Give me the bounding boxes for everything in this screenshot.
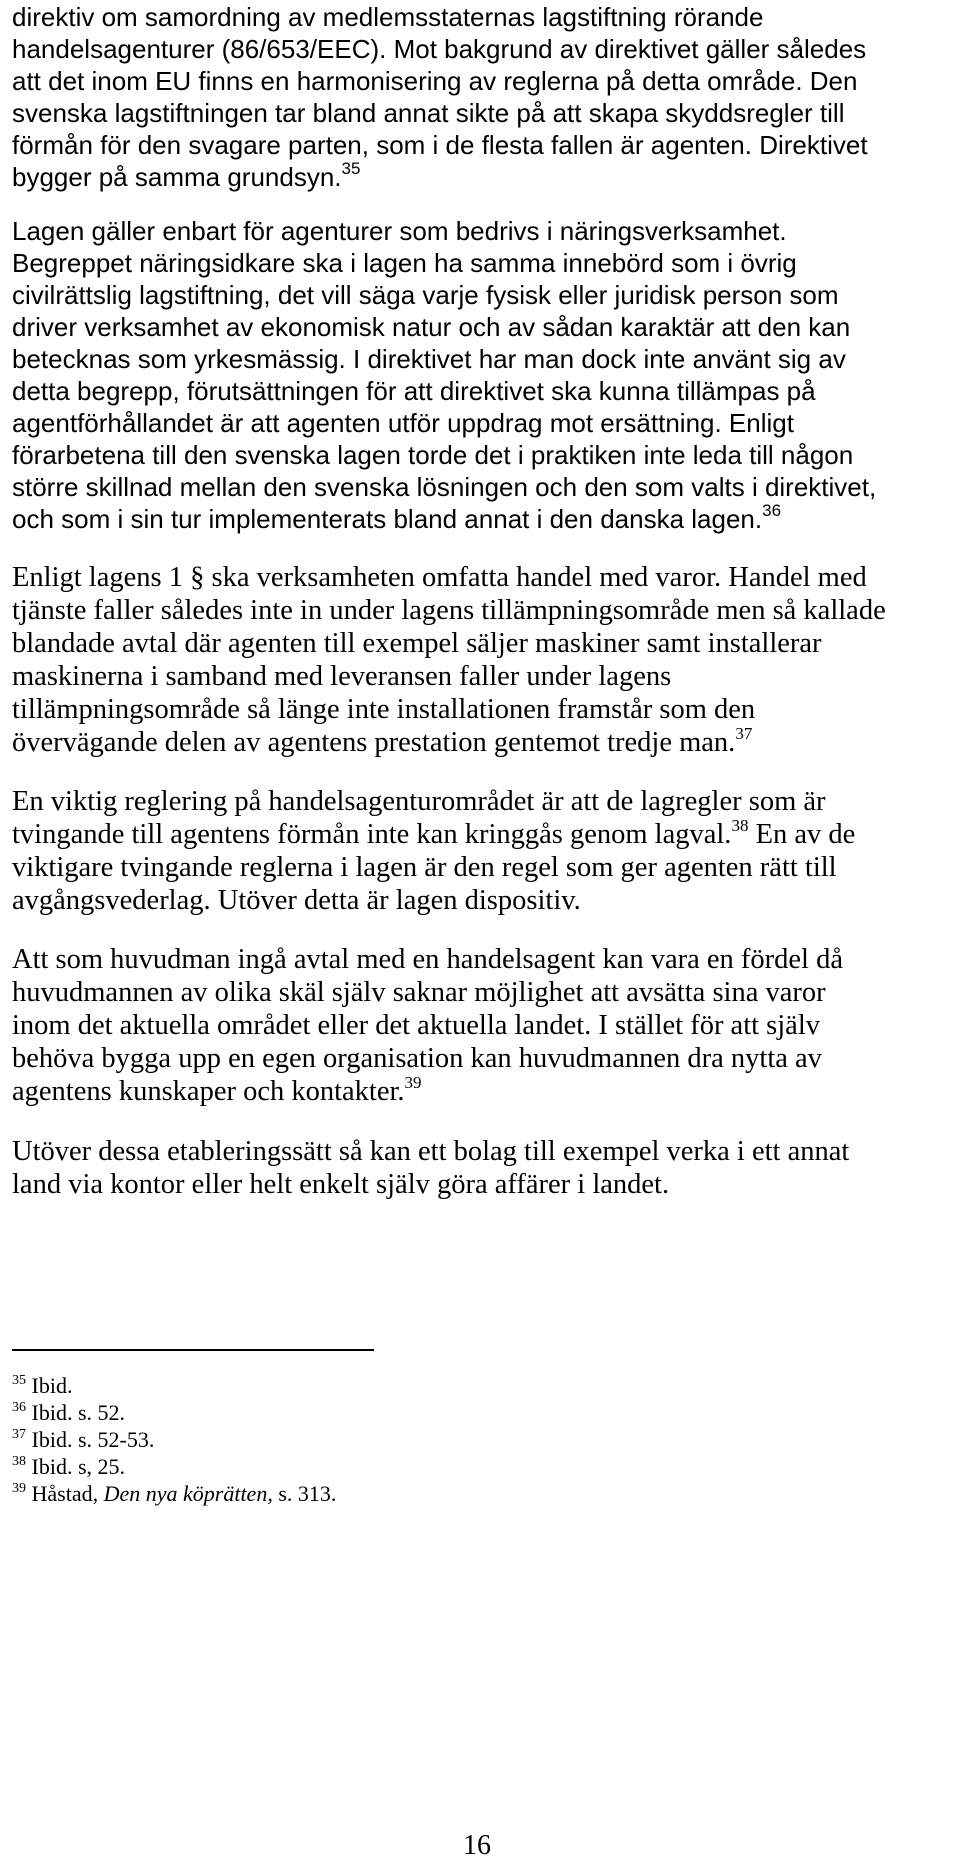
text-line: agentförhållandet är att agenten utför uppdrag mot ersättning. Enligt <box>12 408 794 438</box>
text-line: tjänste faller således inte in under lagens tillämpningsområde men så kallade <box>12 595 886 626</box>
text-line: viktigare tvingande reglerna i lagen är den regel som ger agenten rätt till <box>12 852 837 883</box>
text-line: Att som huvudman ingå avtal med en handelsagent kan vara en fördel då <box>12 944 843 975</box>
text-line: större skillnad mellan den svenska lösningen och den som valts i direktivet, <box>12 472 877 502</box>
text-line: bygger på samma grundsyn.$^{35}$ <box>12 159 361 192</box>
footnote: $^{36}$ Ibid. s. 52. <box>12 1400 125 1425</box>
text-line: handelsagenturer (86/653/EEC). Mot bakgrund av direktivet gäller således <box>12 34 867 64</box>
text-line: tillämpningsområde så länge inte installationen framstår som den <box>12 694 756 725</box>
text-line: Utöver dessa etableringssätt så kan ett bolag till exempel verka i ett annat <box>12 1136 850 1167</box>
text-line: land via kontor eller helt enkelt själv göra affärer i landet. <box>12 1169 670 1200</box>
footnote: $^{39}$ Håstad, Den nya köprätten, s. 313. <box>12 1481 337 1506</box>
text-line: svenska lagstiftningen tar bland annat sikte på att skapa skyddsregler till <box>12 98 845 128</box>
text-line: En viktig reglering på handelsagenturområdet är att de lagregler som är <box>12 786 826 817</box>
text-line: huvudmannen av olika skäl själv saknar möjlighet att avsätta sina varor <box>12 977 826 1008</box>
text-line: förarbetena till den svenska lagen torde det i praktiken inte leda till någon <box>12 440 854 470</box>
text-line: blandade avtal där agenten till exempel säljer maskiner samt installerar <box>12 628 822 659</box>
footnote: $^{38}$ Ibid. s, 25. <box>12 1454 125 1479</box>
footnote: $^{37}$ Ibid. s. 52-53. <box>12 1427 155 1452</box>
text-line: driver verksamhet av ekonomisk natur och av sådan karaktär att den kan <box>12 312 851 342</box>
text-line: agentens kunskaper och kontakter.$^{39}$ <box>12 1073 422 1107</box>
page-number: 16 <box>463 1830 491 1861</box>
footnote-ref: 37 <box>735 724 753 743</box>
text-line: avgångsvederlag. Utöver detta är lagen dispositiv. <box>12 885 581 916</box>
footnote-ref: 35 <box>341 159 361 178</box>
text-line: detta begrepp, förutsättningen för att direktivet ska kunna tillämpas på <box>12 376 816 406</box>
footnote-ref: 38 <box>731 816 749 835</box>
text-line: att det inom EU finns en harmonisering av reglerna på detta område. Den <box>12 66 858 96</box>
text-line: maskinerna i samband med leveransen faller under lagens <box>12 661 672 692</box>
text-line: Begreppet näringsidkare ska i lagen ha samma innebörd som i övrig <box>12 248 797 278</box>
footnote-separator <box>12 1349 374 1351</box>
footnote-ref: 39 <box>404 1073 422 1092</box>
text-line: civilrättslig lagstiftning, det vill säga varje fysisk eller juridisk person som <box>12 280 839 310</box>
text-line: betecknas som yrkesmässig. I direktivet har man dock inte använt sig av <box>12 344 846 374</box>
footnote-ref: 36 <box>762 501 782 520</box>
text-line: Enligt lagens 1 § ska verksamheten omfatta handel med varor. Handel med <box>12 562 867 593</box>
text-line: och som i sin tur implementerats bland annat i den danska lagen.$^{36}$ <box>12 501 782 534</box>
text-line: Lagen gäller enbart för agenturer som bedrivs i näringsverksamhet. <box>12 216 787 246</box>
text-line: övervägande delen av agentens prestation gentemot tredje man.$^{37}$ <box>12 724 753 758</box>
text-line: behöva bygga upp en egen organisation kan huvudmannen dra nytta av <box>12 1043 822 1074</box>
text-line: inom det aktuella området eller det aktuella landet. I stället för att själv <box>12 1010 820 1041</box>
footnote: $^{35}$ Ibid. <box>12 1373 73 1398</box>
text-line: tvingande till agentens förmån inte kan kringgås genom lagval.$^{38}$ En av de <box>12 816 856 850</box>
text-line: direktiv om samordning av medlemsstaternas lagstiftning rörande <box>12 2 764 32</box>
text-line: förmån för den svagare parten, som i de flesta fallen är agenten. Direktivet <box>12 130 868 160</box>
